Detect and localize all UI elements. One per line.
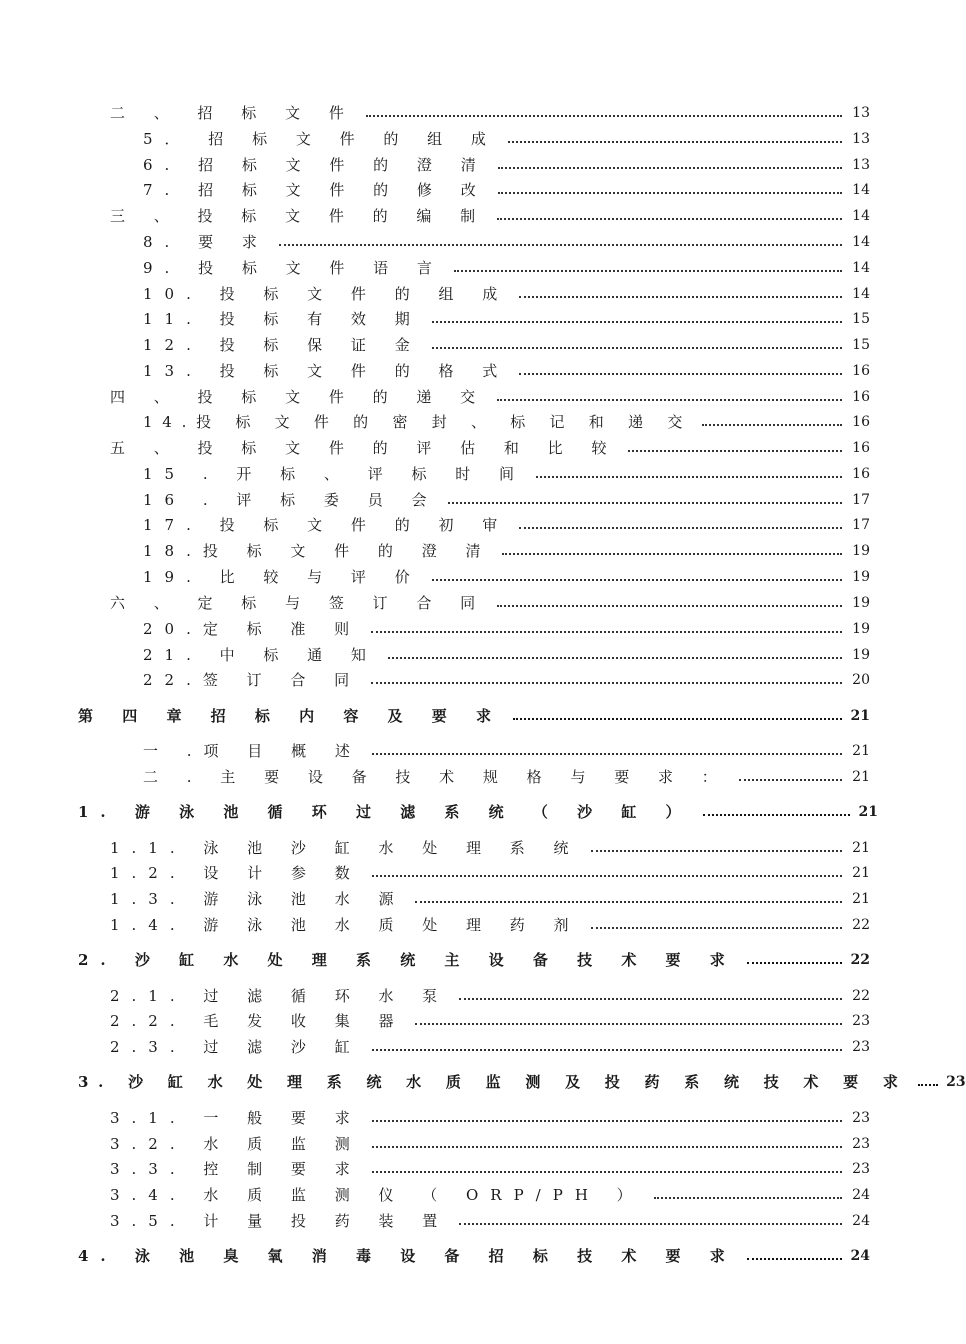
dot-leader [372,1145,842,1148]
toc-entry-title: 3.3. 控 制 要 求 [110,1160,362,1178]
toc-entry-page: 16 [852,440,870,456]
dot-leader [497,604,842,607]
dot-leader [432,578,842,581]
dot-leader [415,900,842,903]
dot-leader [432,346,842,349]
toc-entry-title: 四 、 投 标 文 件 的 递 交 [110,388,488,406]
dot-leader [591,849,842,852]
toc-entry [110,912,870,934]
toc-entry-title: 二 . 主 要 设 备 技 术 规 格 与 要 求 ： [143,768,729,786]
toc-entry-title: 一 .项 目 概 述 [143,742,362,760]
dot-leader [519,526,842,529]
toc-entry [143,332,870,354]
toc-entry [143,306,870,328]
dot-leader [513,717,842,720]
toc-entry-page: 21 [852,743,870,759]
dot-leader [372,874,842,877]
dot-leader [371,630,842,633]
toc-entry-title: 6. 招 标 文 件 的 澄 清 [143,156,488,174]
toc-entry-page: 16 [852,389,870,405]
toc-entry [110,384,870,406]
toc-entry [143,126,870,148]
dot-leader [703,813,850,816]
toc-entry-title: 19. 比 较 与 评 价 [143,568,422,586]
toc-entry-title: 1.1. 泳 池 沙 缸 水 处 理 系 统 [110,839,581,857]
dot-leader [497,217,842,220]
toc-entry-page: 16 [852,363,870,379]
toc-entry-page: 22 [852,988,870,1004]
toc-entry-page: 19 [852,595,870,611]
toc-entry [110,100,870,122]
dot-leader [702,423,842,426]
toc-entry-page: 22 [850,952,870,968]
toc-entry-page: 21 [852,865,870,881]
toc-entry-title: 14.投 标 文 件 的 密 封 、 标 记 和 递 交 [143,413,693,431]
toc-entry-title: 12. 投 标 保 证 金 [143,336,422,354]
toc-entry-page: 23 [852,1039,870,1055]
toc-entry-title: 二 、 招 标 文 件 [110,104,356,122]
toc-entry-page: 24 [850,1248,870,1264]
toc-entry-title: 18.投 标 文 件 的 澄 清 [143,542,493,560]
toc-entry [143,409,870,431]
dot-leader [454,269,842,272]
toc-entry [143,152,870,174]
toc-entry [143,512,870,534]
toc-entry-page: 19 [852,569,870,585]
toc-entry-page: 15 [852,311,870,327]
dot-leader [459,1222,842,1225]
toc-entry-title: 3.1. 一 般 要 求 [110,1109,362,1127]
toc-chapter-entry [78,703,870,725]
toc-entry-page: 19 [852,543,870,559]
dot-leader [747,1257,842,1260]
toc-entry [143,738,870,760]
toc-entry-title: 第 四 章 招 标 内 容 及 要 求 [78,707,504,725]
toc-entry [110,1208,870,1230]
toc-entry-title: 4. 泳 池 臭 氧 消 毒 设 备 招 标 技 术 要 求 [78,1247,737,1265]
toc-entry [110,1156,870,1178]
toc-section-entry [78,1069,966,1091]
dot-leader [371,681,842,684]
toc-entry-title: 17. 投 标 文 件 的 初 审 [143,516,510,534]
toc-entry [143,461,870,483]
toc-entry-title: 16 . 评 标 委 员 会 [143,491,439,509]
toc-entry-title: 11. 投 标 有 效 期 [143,310,422,328]
toc-entry [110,203,870,225]
toc-entry-page: 23 [852,1110,870,1126]
toc-section-entry [78,799,878,821]
toc-entry [143,564,870,586]
toc-entry-page: 21 [850,708,870,724]
dot-leader [519,372,842,375]
dot-leader [654,1196,842,1199]
toc-entry-title: 7. 招 标 文 件 的 修 改 [143,181,488,199]
toc-entry-title: 3.5. 计 量 投 药 装 置 [110,1212,450,1230]
dot-leader [591,926,842,929]
toc-entry [110,835,870,857]
toc-entry [143,229,870,251]
toc-entry-title: 3. 沙 缸 水 处 理 系 统 水 质 监 测 及 投 药 系 统 技 术 要 求 [78,1073,908,1091]
toc-entry-title: 15 . 开 标 、 评 标 时 间 [143,465,527,483]
dot-leader [372,1119,842,1122]
dot-leader [497,398,842,401]
toc-entry-title: 五 、 投 标 文 件 的 评 估 和 比 较 [110,439,619,457]
toc-entry-title: 1.3. 游 泳 池 水 源 [110,890,406,908]
toc-entry-title: 20.定 标 准 则 [143,620,362,638]
toc-entry [110,1008,870,1030]
toc-entry [143,358,870,380]
toc-entry [110,435,870,457]
toc-entry-page: 21 [852,769,870,785]
dot-leader [739,778,842,781]
toc-entry-title: 1. 游 泳 池 循 环 过 滤 系 统 （ 沙 缸 ） [78,803,693,821]
dot-leader [519,295,842,298]
toc-entry [143,487,870,509]
toc-entry-page: 15 [852,337,870,353]
toc-section-entry [78,1243,870,1265]
toc-entry-page: 20 [852,672,870,688]
toc-entry-page: 13 [852,157,870,173]
toc-entry-title: 六 、 定 标 与 签 订 合 同 [110,594,488,612]
toc-entry-page: 23 [852,1013,870,1029]
toc-entry [110,590,870,612]
toc-entry-title: 2. 沙 缸 水 处 理 系 统 主 设 备 技 术 要 求 [78,951,737,969]
toc-entry-title: 3.2. 水 质 监 测 [110,1135,362,1153]
toc-entry-page: 14 [852,208,870,224]
toc-entry-page: 13 [852,105,870,121]
toc-entry-page: 24 [852,1213,870,1229]
toc-entry [110,1034,870,1056]
toc-entry-title: 10. 投 标 文 件 的 组 成 [143,285,510,303]
toc-entry [143,538,870,560]
toc-entry [110,1105,870,1127]
toc-entry-page: 14 [852,234,870,250]
toc-entry-page: 17 [852,492,870,508]
dot-leader [536,475,842,478]
toc-entry [143,255,870,277]
dot-leader [918,1083,938,1086]
dot-leader [498,166,842,169]
toc-entry-title: 9. 投 标 文 件 语 言 [143,259,444,277]
toc-entry-title: 1.4. 游 泳 池 水 质 处 理 药 剂 [110,916,581,934]
toc-entry [110,1182,870,1204]
toc-entry-page: 16 [852,414,870,430]
toc-entry-title: 22.签 订 合 同 [143,671,362,689]
toc-entry-title: 8. 要 求 [143,233,269,251]
dot-leader [388,656,842,659]
toc-entry-page: 14 [852,182,870,198]
toc-entry [143,177,870,199]
toc-section-entry [78,947,870,969]
dot-leader [372,752,842,755]
toc-entry-title: 2.3. 过 滤 沙 缸 [110,1038,362,1056]
toc-entry-title: 1.2. 设 计 参 数 [110,864,362,882]
toc-entry [143,616,870,638]
dot-leader [366,114,842,117]
dot-leader [279,243,842,246]
toc-entry-page: 23 [946,1074,966,1090]
toc-entry-title: 13. 投 标 文 件 的 格 式 [143,362,510,380]
dot-leader [498,191,842,194]
dot-leader [747,961,842,964]
dot-leader [628,449,842,452]
toc-entry [110,860,870,882]
dot-leader [448,501,842,504]
toc-entry-page: 24 [852,1187,870,1203]
toc-entry-page: 21 [852,840,870,856]
toc-entry-page: 19 [852,621,870,637]
toc-entry [143,642,870,664]
toc-entry-title: 21. 中 标 通 知 [143,646,378,664]
toc-entry-title: 2.1. 过 滤 循 环 水 泵 [110,987,450,1005]
toc-entry-page: 22 [852,917,870,933]
toc-entry-page: 13 [852,131,870,147]
toc-entry-page: 21 [852,891,870,907]
dot-leader [459,997,842,1000]
toc-entry-page: 19 [852,647,870,663]
dot-leader [502,552,842,555]
toc-entry [110,1131,870,1153]
toc-entry-page: 23 [852,1136,870,1152]
toc-entry-title: 5． 招 标 文 件 的 组 成 [143,130,498,148]
dot-leader [432,320,842,323]
toc-entry-title: 三 、 投 标 文 件 的 编 制 [110,207,488,225]
toc-entry-page: 14 [852,286,870,302]
dot-leader [372,1170,842,1173]
toc-entry [143,281,870,303]
toc-entry-title: 2.2. 毛 发 收 集 器 [110,1012,406,1030]
dot-leader [508,140,842,143]
toc-entry-page: 23 [852,1161,870,1177]
toc-entry [143,764,870,786]
toc-entry-page: 17 [852,517,870,533]
toc-entry [110,886,870,908]
toc-entry [110,983,870,1005]
dot-leader [415,1022,842,1025]
toc-entry-page: 21 [858,804,878,820]
dot-leader [372,1048,842,1051]
toc-entry-title: 3.4. 水 质 监 测 仪 （ ORP/PH ） [110,1186,644,1204]
toc-entry-page: 16 [852,466,870,482]
toc-entry [143,667,870,689]
toc-entry-page: 14 [852,260,870,276]
